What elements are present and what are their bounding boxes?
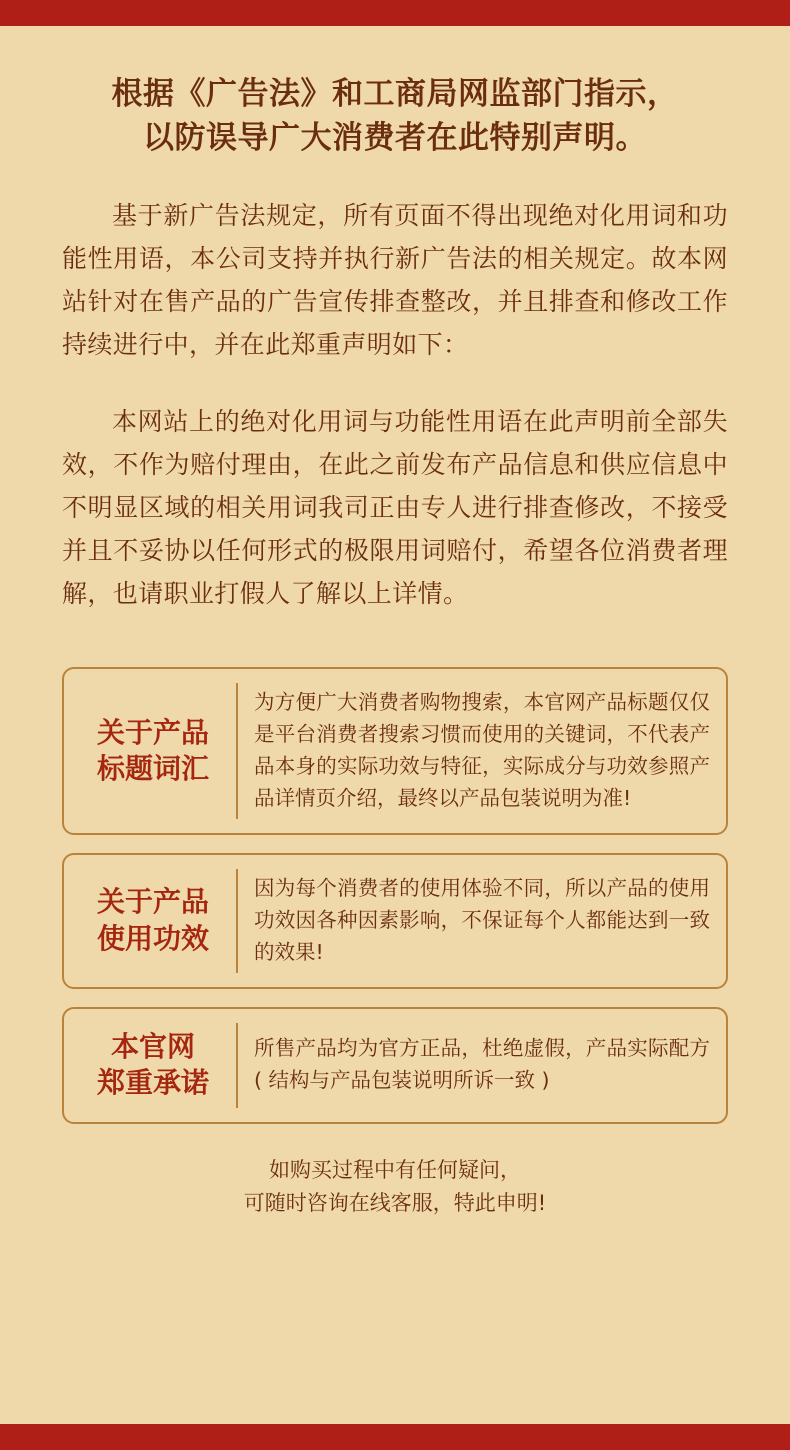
statement-card-title-line-1: 关于产品 (96, 885, 209, 919)
statement-card-list (62, 667, 728, 1124)
statement-card-body: 为方便广大消费者购物搜索，本官网产品标题仅仅是平台消费者搜索习惯而使用的关键词，不代表产品本身的实际功效与特征，实际成分与功效参照产品详情页介绍，最终以产品包装说明为准! (254, 690, 710, 810)
statement-card (62, 667, 728, 835)
statement-card-title-line-1: 关于产品 (96, 715, 209, 749)
statement-card-title-line-2: 郑重承诺 (96, 1066, 209, 1100)
statement-card-title (70, 869, 238, 973)
page-title-line-2: 以防误导广大消费者在此特别声明。 (143, 120, 647, 157)
top-accent-bar (0, 0, 790, 26)
statement-card-title-line-1: 本官网 (110, 1029, 195, 1063)
statement-card (62, 1007, 728, 1124)
footer-note (62, 1154, 728, 1221)
bottom-accent-bar (0, 1424, 790, 1450)
statement-card-title-line-2: 使用功效 (96, 921, 209, 955)
statement-card (62, 853, 728, 989)
page-title (62, 72, 728, 160)
statement-card-title (70, 683, 238, 819)
footer-note-line-2: 可随时咨询在线客服，特此申明! (243, 1191, 547, 1216)
statement-card-title (70, 1023, 238, 1108)
statement-card-body: 所售产品均为官方正品，杜绝虚假，产品实际配方( 结构与产品包装说明所诉一致 ) (254, 1036, 710, 1093)
statement-card-body: 因为每个消费者的使用体验不同，所以产品的使用功效因各种因素影响，不保证每个人都能达到一致的效果! (254, 875, 710, 964)
paragraph-1: 基于新广告法规定，所有页面不得出现绝对化用词和功能性用语，本公司支持并执行新广告法的相关规定。故本网站针对在售产品的广告宣传排查整改，并且排查和修改工作持续进行中，并在此郑重声明如下： (62, 201, 728, 360)
statement-card-title-line-2: 标题词汇 (96, 751, 209, 785)
paragraph-2: 本网站上的绝对化用词与功能性用语在此声明前全部失效，不作为赔付理由，在此之前发布产品信息和供应信息中不明显区域的相关用词我司正由专人进行排查修改，不接受并且不妥协以任何形式的极限用词赔付，希望各位消费者理解，也请职业打假人了解以上详情。 (62, 407, 728, 609)
footer-note-line-1: 如购买过程中有任何疑问， (269, 1157, 521, 1182)
page-title-line-1: 根据《广告法》和工商局网监部门指示， (111, 76, 679, 112)
disclaimer-content (0, 26, 790, 1424)
